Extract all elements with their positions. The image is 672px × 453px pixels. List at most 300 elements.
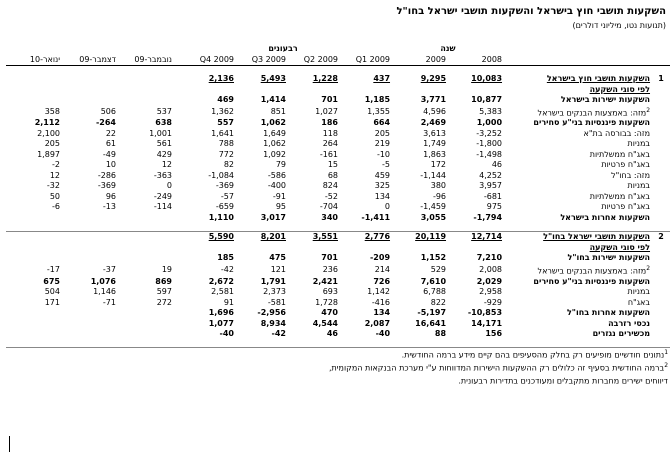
table-cell: 638 bbox=[155, 118, 172, 128]
table-cell: -416 bbox=[371, 297, 391, 307]
table-cell: 134 bbox=[373, 308, 391, 318]
table-cell: 46 bbox=[326, 329, 338, 339]
table-row bbox=[6, 150, 670, 161]
table-cell: 3,613 bbox=[423, 128, 447, 138]
table-cell: 3,055 bbox=[420, 212, 447, 222]
table-cell: 50 bbox=[49, 191, 60, 201]
section-number bbox=[652, 202, 670, 213]
row-label-text: נכסי רזרבה bbox=[608, 318, 651, 328]
table-cell: 2,421 bbox=[312, 276, 338, 286]
table-cell: -52 bbox=[324, 191, 338, 201]
table-cell bbox=[6, 213, 62, 224]
table-cell: 6,788 bbox=[423, 287, 447, 297]
table-cell bbox=[392, 243, 448, 254]
row-label-text: השקעות ישירות בישראל bbox=[560, 95, 651, 105]
table-cell: 1,142 bbox=[367, 287, 391, 297]
table-cell: 91 bbox=[223, 297, 234, 307]
section-number bbox=[652, 318, 670, 329]
row-label bbox=[504, 192, 652, 203]
footnote-row bbox=[6, 348, 670, 361]
col-header: Q4 2009 bbox=[174, 55, 236, 66]
table-cell: 9,295 bbox=[420, 74, 447, 84]
table-cell: 2,581 bbox=[211, 287, 234, 297]
table-cell: -249 bbox=[153, 191, 172, 201]
table-cell: 1,185 bbox=[364, 95, 391, 105]
row-label-text: השקעות פיננסיות בני"ע סחירים bbox=[533, 276, 651, 286]
column-header-row bbox=[6, 55, 670, 66]
table-cell: 1,649 bbox=[263, 128, 286, 138]
table-cell: 693 bbox=[322, 287, 338, 297]
row-label-text: באג"ח bbox=[627, 297, 651, 307]
table-cell bbox=[62, 253, 118, 264]
table-cell bbox=[62, 85, 118, 96]
table-row bbox=[6, 85, 670, 96]
section-number bbox=[652, 308, 670, 319]
section-number bbox=[652, 192, 670, 203]
table-cell: -581 bbox=[267, 297, 286, 307]
row-label bbox=[504, 264, 652, 277]
row-label bbox=[504, 129, 652, 140]
table-cell: -586 bbox=[267, 170, 286, 180]
row-label-text: באג"ח פרטיות bbox=[601, 160, 651, 170]
table-cell: -10 bbox=[376, 149, 391, 159]
table-cell: 3,017 bbox=[260, 212, 286, 222]
table-cell: 537 bbox=[156, 106, 172, 116]
table-cell: 975 bbox=[486, 202, 503, 212]
footnote bbox=[6, 374, 670, 387]
table-cell bbox=[288, 85, 340, 96]
table-cell bbox=[62, 95, 118, 106]
group-quarters: רבעונים bbox=[268, 44, 298, 54]
table-cell: 79 bbox=[275, 160, 286, 170]
row-label-text: במניות bbox=[627, 139, 651, 149]
data-table bbox=[6, 44, 670, 386]
section-number bbox=[652, 287, 670, 298]
table-row bbox=[6, 232, 670, 243]
col-header: 2009 bbox=[392, 55, 448, 66]
table-cell: -1,084 bbox=[208, 170, 234, 180]
table-cell: 205 bbox=[374, 128, 391, 138]
table-cell bbox=[62, 232, 118, 243]
row-label bbox=[504, 202, 652, 213]
row-label bbox=[504, 150, 652, 161]
table-cell: 96 bbox=[105, 191, 116, 201]
table-cell bbox=[236, 243, 288, 254]
table-row bbox=[6, 297, 670, 308]
table-cell: 437 bbox=[373, 74, 391, 84]
table-cell: -114 bbox=[153, 202, 172, 212]
section-number bbox=[652, 181, 670, 192]
row-label bbox=[504, 118, 652, 129]
table-cell bbox=[236, 85, 288, 96]
table-cell: -17 bbox=[46, 264, 60, 274]
row-label-text: השקעות אחרות בחו"ל bbox=[566, 308, 651, 318]
table-cell bbox=[118, 95, 174, 106]
row-label bbox=[504, 160, 652, 171]
table-cell: -3,252 bbox=[476, 128, 503, 138]
table-cell: 3,771 bbox=[420, 95, 447, 105]
page-title: השקעות תושבי חוץ בישראל והשקעות תושבי ישראל בחו"ל bbox=[396, 6, 666, 17]
table-cell: -37 bbox=[102, 264, 116, 274]
table-cell: 1,027 bbox=[315, 106, 338, 116]
table-cell bbox=[288, 243, 340, 254]
table-cell bbox=[118, 329, 174, 340]
table-cell: 788 bbox=[218, 139, 234, 149]
row-label-text: מזה: באמצעות הבנקים בישראל bbox=[537, 108, 647, 118]
table-cell: 8,934 bbox=[260, 318, 286, 328]
table-cell: 469 bbox=[217, 95, 234, 105]
table-cell: -1,459 bbox=[420, 202, 447, 212]
table-cell: 5,383 bbox=[479, 106, 503, 116]
section-number bbox=[652, 85, 670, 96]
spacer-row bbox=[6, 66, 670, 75]
table-cell: 851 bbox=[270, 106, 286, 116]
table-cell: 171 bbox=[44, 297, 60, 307]
table-cell: 264 bbox=[322, 139, 338, 149]
table-cell bbox=[6, 85, 62, 96]
row-label-text: השקעות פיננסיות בני"ע סחירים bbox=[533, 118, 651, 128]
section-number bbox=[652, 297, 670, 308]
table-row bbox=[6, 202, 670, 213]
table-cell: -10,853 bbox=[467, 308, 503, 318]
table-cell: 2,373 bbox=[263, 287, 286, 297]
table-cell bbox=[392, 85, 448, 96]
table-cell: -13 bbox=[102, 202, 116, 212]
table-cell: 46 bbox=[491, 160, 503, 170]
table-cell: -369 bbox=[97, 181, 116, 191]
table-cell: -40 bbox=[219, 329, 234, 339]
table-cell: 19 bbox=[161, 264, 172, 274]
col-header: Q3 2009 bbox=[236, 55, 288, 66]
table-cell: 16,641 bbox=[415, 318, 447, 328]
table-cell: 156 bbox=[485, 329, 503, 339]
table-cell: 0 bbox=[166, 181, 172, 191]
table-cell bbox=[118, 253, 174, 264]
table-cell: -1,411 bbox=[361, 212, 391, 222]
table-cell: 5,493 bbox=[260, 74, 286, 84]
table-cell bbox=[174, 85, 236, 96]
table-row bbox=[6, 287, 670, 298]
table-row bbox=[6, 253, 670, 264]
table-cell bbox=[62, 308, 118, 319]
table-cell: 95 bbox=[275, 202, 286, 212]
table-row bbox=[6, 139, 670, 150]
table-cell: 205 bbox=[44, 139, 60, 149]
table-cell: 664 bbox=[373, 118, 391, 128]
table-cell: -32 bbox=[46, 181, 60, 191]
table-cell: 10,877 bbox=[471, 95, 503, 105]
section-number bbox=[652, 329, 670, 340]
section-number: 1 bbox=[658, 74, 664, 84]
table-cell: 185 bbox=[217, 253, 234, 263]
table-row bbox=[6, 74, 670, 85]
table-cell: -6 bbox=[52, 202, 60, 212]
table-cell: 8,201 bbox=[236, 232, 288, 243]
section-number: 2 bbox=[652, 232, 670, 243]
table-cell: -264 bbox=[95, 118, 116, 128]
row-label bbox=[504, 139, 652, 150]
table-cell: 20,119 bbox=[392, 232, 448, 243]
table-cell: 10,083 bbox=[471, 74, 503, 84]
section-number bbox=[652, 150, 670, 161]
row-label-text: במניות bbox=[627, 181, 651, 191]
row-label-text: מכשירים נגזרים bbox=[592, 329, 651, 339]
table-cell bbox=[62, 329, 118, 340]
row-label-text: השקעות אחרות בישראל bbox=[560, 212, 651, 222]
table-cell: 10 bbox=[105, 160, 116, 170]
table-cell: 7,610 bbox=[420, 276, 447, 286]
row-label-text: לפי סוגי השקעה bbox=[589, 242, 651, 252]
row-label-text: באג"ח ממשלתיות bbox=[589, 191, 651, 201]
footnote-row bbox=[6, 361, 670, 374]
table-row bbox=[6, 106, 670, 119]
table-cell: 1,110 bbox=[208, 212, 234, 222]
table-cell: 470 bbox=[321, 308, 338, 318]
table-cell: -286 bbox=[97, 170, 116, 180]
table-cell: 5,590 bbox=[174, 232, 236, 243]
table-cell: -1,800 bbox=[476, 139, 503, 149]
col-header: 2008 bbox=[448, 55, 504, 66]
table-cell bbox=[118, 318, 174, 329]
table-cell bbox=[118, 232, 174, 243]
table-cell bbox=[448, 243, 504, 254]
table-cell: 14,171 bbox=[471, 318, 503, 328]
table-cell bbox=[6, 318, 62, 329]
table-row bbox=[6, 264, 670, 277]
table-cell: 1,414 bbox=[260, 95, 286, 105]
table-cell bbox=[62, 213, 118, 224]
col-header: Q1 2009 bbox=[340, 55, 392, 66]
footnote-text: נתונים חודשיים מופיעים רק בחלק מהסעיפים בהם קיים מידע ברמה החודשית. bbox=[401, 350, 665, 360]
row-label-text: השקעות תושבי חוץ בישראל bbox=[546, 74, 651, 84]
table-cell: 2,136 bbox=[208, 74, 234, 84]
text-cursor bbox=[9, 436, 10, 452]
table-cell: 22 bbox=[105, 128, 116, 138]
table-cell: 118 bbox=[322, 128, 338, 138]
row-label bbox=[504, 181, 652, 192]
table-cell: 1,355 bbox=[367, 106, 391, 116]
row-label bbox=[504, 243, 652, 254]
table-cell: 701 bbox=[321, 253, 338, 263]
table-cell bbox=[6, 253, 62, 264]
table-cell: -1,144 bbox=[420, 170, 447, 180]
table-cell: 2,112 bbox=[34, 118, 60, 128]
row-label bbox=[504, 308, 652, 319]
table-cell: -400 bbox=[267, 181, 286, 191]
table-row bbox=[6, 95, 670, 106]
table-cell: 340 bbox=[321, 212, 338, 222]
table-cell: -161 bbox=[319, 149, 338, 159]
row-label-text: השקעות תושבי ישראל בחו"ל bbox=[543, 232, 651, 242]
group-header-row bbox=[6, 44, 670, 55]
table-cell: 2,958 bbox=[479, 287, 503, 297]
table-cell: 1,152 bbox=[420, 253, 447, 263]
row-label-text: באג"ח פרטיות bbox=[601, 202, 651, 212]
table-cell: -57 bbox=[220, 191, 234, 201]
table-cell bbox=[62, 74, 118, 85]
table-cell: 561 bbox=[156, 139, 172, 149]
row-label-text: במניות bbox=[627, 287, 651, 297]
table-cell: 459 bbox=[374, 170, 391, 180]
table-cell: 1,362 bbox=[211, 106, 234, 116]
table-cell: 121 bbox=[270, 264, 286, 274]
table-cell: 1,791 bbox=[260, 276, 286, 286]
table-cell: -704 bbox=[319, 202, 338, 212]
table-cell: 380 bbox=[430, 181, 447, 191]
footnote bbox=[6, 348, 670, 361]
table-row bbox=[6, 318, 670, 329]
table-cell: 4,544 bbox=[312, 318, 338, 328]
row-label bbox=[504, 95, 652, 106]
section-number bbox=[652, 106, 670, 119]
table-cell: 358 bbox=[44, 106, 60, 116]
table-cell: -2 bbox=[52, 160, 60, 170]
table-cell: 506 bbox=[100, 106, 116, 116]
table-cell: 219 bbox=[374, 139, 391, 149]
table-cell: -91 bbox=[272, 191, 286, 201]
footnote-number: 2 bbox=[664, 361, 669, 369]
row-label bbox=[504, 329, 652, 340]
table-row bbox=[6, 276, 670, 287]
table-cell: 214 bbox=[374, 264, 391, 274]
table-row bbox=[6, 243, 670, 254]
footnote-number: 1 bbox=[664, 349, 669, 357]
table-row bbox=[6, 171, 670, 182]
table-cell bbox=[340, 85, 392, 96]
table-cell: 2,008 bbox=[479, 264, 503, 274]
table-cell: 1,077 bbox=[208, 318, 234, 328]
table-cell: -40 bbox=[375, 329, 391, 339]
table-cell: 3,551 bbox=[288, 232, 340, 243]
table-cell bbox=[62, 243, 118, 254]
page-subtitle: (תנועות נטו, מיליוני דולרים) bbox=[572, 21, 666, 30]
table-cell: -5,197 bbox=[417, 308, 447, 318]
table-cell: -209 bbox=[369, 253, 391, 263]
row-label bbox=[504, 297, 652, 308]
table-cell: 1,863 bbox=[423, 149, 447, 159]
table-cell: -681 bbox=[483, 191, 503, 201]
section-number bbox=[652, 171, 670, 182]
table-row bbox=[6, 308, 670, 319]
table-cell: -42 bbox=[220, 264, 234, 274]
table-cell: 61 bbox=[105, 139, 116, 149]
footnote-ref: 2 bbox=[646, 264, 651, 272]
table-row bbox=[6, 118, 670, 129]
table-cell: 7,210 bbox=[476, 253, 503, 263]
col-header: דצמבר-09 bbox=[62, 55, 118, 66]
table-cell: 2,776 bbox=[340, 232, 392, 243]
table-cell: 726 bbox=[373, 276, 391, 286]
footnote-row bbox=[6, 374, 670, 387]
table-cell: 325 bbox=[374, 181, 391, 191]
table-cell: 1,092 bbox=[263, 149, 286, 159]
table-cell: 2,469 bbox=[420, 118, 447, 128]
row-label bbox=[504, 318, 652, 329]
row-label bbox=[504, 232, 652, 243]
section-number bbox=[652, 95, 670, 106]
table-row bbox=[6, 160, 670, 171]
table-cell: -363 bbox=[153, 170, 172, 180]
table-cell: -929 bbox=[483, 297, 503, 307]
table-cell bbox=[6, 243, 62, 254]
row-label-text: השקעות ישירות בחו"ל bbox=[567, 253, 651, 263]
table-cell bbox=[448, 85, 504, 96]
table-cell: 172 bbox=[430, 160, 447, 170]
table-cell: 824 bbox=[322, 181, 338, 191]
table-cell bbox=[118, 74, 174, 85]
table-row bbox=[6, 181, 670, 192]
table-cell: 1,728 bbox=[315, 297, 338, 307]
row-label-text: מזה: בבורסה בת"א bbox=[583, 128, 651, 138]
table-cell: 675 bbox=[43, 276, 60, 286]
footnote-ref: 2 bbox=[646, 106, 651, 114]
table-cell bbox=[6, 308, 62, 319]
row-label bbox=[504, 253, 652, 264]
table-cell bbox=[6, 95, 62, 106]
table-cell: -5 bbox=[382, 160, 391, 170]
table-cell: 1,696 bbox=[208, 308, 234, 318]
table-cell: 1,897 bbox=[37, 149, 60, 159]
col-header: ינואר-10 bbox=[6, 55, 62, 66]
table-cell: 1,000 bbox=[476, 118, 503, 128]
table-cell: -659 bbox=[215, 202, 234, 212]
table-cell: 504 bbox=[44, 287, 60, 297]
table-cell: 1,001 bbox=[149, 128, 172, 138]
row-label bbox=[504, 171, 652, 182]
table-cell: 1,062 bbox=[260, 118, 286, 128]
section-number bbox=[652, 243, 670, 254]
footnote-text: ברמה החודשית בסעיף זה כלולים רק ההשקעות הישירות המדווחות ע"י מערכת הבנקאות המקומית, bbox=[328, 363, 665, 373]
table-cell: 1,146 bbox=[93, 287, 116, 297]
table-cell: 1,641 bbox=[211, 128, 234, 138]
table-cell: 134 bbox=[374, 191, 391, 201]
table-cell bbox=[118, 243, 174, 254]
table-row bbox=[6, 192, 670, 203]
row-label bbox=[504, 213, 652, 224]
row-label-text: לפי סוגי השקעה bbox=[589, 84, 651, 94]
col-header: Q2 2009 bbox=[288, 55, 340, 66]
row-label bbox=[504, 74, 652, 85]
table-cell: -2,956 bbox=[257, 308, 286, 318]
row-label bbox=[504, 85, 652, 96]
table-cell bbox=[6, 329, 62, 340]
spacer-row bbox=[6, 223, 670, 232]
table-cell bbox=[118, 213, 174, 224]
table-cell: 475 bbox=[269, 253, 286, 263]
table-cell: 1,228 bbox=[312, 74, 338, 84]
table-cell: 12,714 bbox=[448, 232, 504, 243]
table-cell bbox=[340, 243, 392, 254]
table-cell: 236 bbox=[322, 264, 338, 274]
table-cell: 772 bbox=[218, 149, 234, 159]
group-year: שנה bbox=[440, 44, 456, 54]
table-cell: 12 bbox=[49, 170, 60, 180]
table-cell: 68 bbox=[327, 170, 338, 180]
table-cell: -1,794 bbox=[473, 212, 503, 222]
table-cell: 1,749 bbox=[423, 139, 447, 149]
table-cell: 12 bbox=[161, 160, 172, 170]
table-cell: 429 bbox=[156, 149, 172, 159]
table-cell: 869 bbox=[155, 276, 172, 286]
table-cell: 2,672 bbox=[208, 276, 234, 286]
section-number bbox=[652, 253, 670, 264]
table-row bbox=[6, 129, 670, 140]
table-cell: -369 bbox=[215, 181, 234, 191]
table-cell: 822 bbox=[430, 297, 447, 307]
table-cell: -42 bbox=[271, 329, 286, 339]
section-number bbox=[652, 264, 670, 277]
table-cell: -96 bbox=[432, 191, 447, 201]
